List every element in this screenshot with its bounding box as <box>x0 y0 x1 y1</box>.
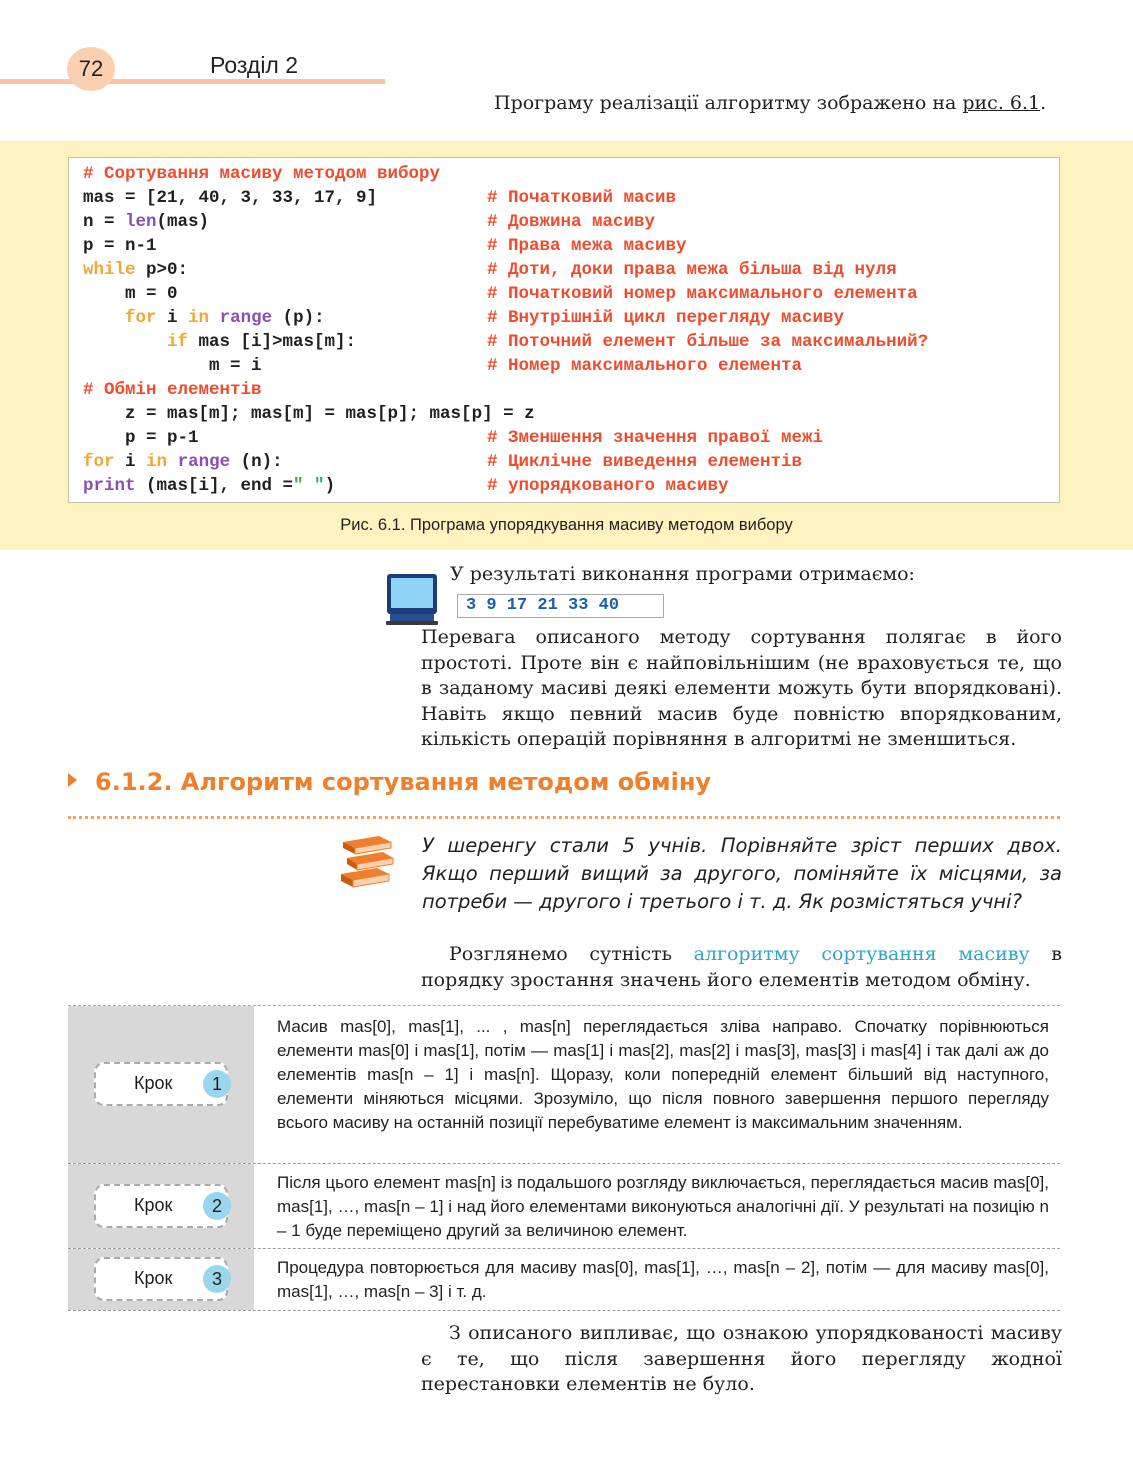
code-line: for i in range (p): <box>125 308 325 328</box>
intro-line <box>494 92 1046 114</box>
code-comment: # упорядкованого масиву <box>487 476 729 496</box>
step-row <box>68 1006 1060 1164</box>
step-number: 2 <box>203 1192 231 1220</box>
code-comment: # Початковий номер максимального елемента <box>487 284 918 304</box>
step-row <box>68 1249 1060 1311</box>
result-title: У результаті виконання програми отримаємо: <box>450 563 915 585</box>
code-line: z = mas[m]; mas[m] = mas[p]; mas[p] = z <box>83 404 535 424</box>
code-line: m = 0 <box>83 284 178 304</box>
paragraph-intro-before: Розглянемо сутність <box>449 943 694 965</box>
code-line: for i in range (n): <box>83 452 283 472</box>
glossary-term-link[interactable]: алгоритму сортування масиву <box>693 943 1030 965</box>
dotted-divider <box>68 816 1060 819</box>
step-label: Крок <box>134 1195 173 1215</box>
code-line: p = p-1 <box>83 428 199 448</box>
steps-table <box>68 1005 1060 1311</box>
step-text: Масив mas[0], mas[1], ... , mas[n] переглядається зліва направо. Спочатку порівнюються елементи mas[0] і mas[1], потім — mas[1] і mas[2], mas[2] і mas[3], mas[3] і mas[4] і так далі аж до елементів mas[n – 1] і mas[n]. Щоразу, коли попередній елемент більший від наступного, елементи міняються місцями. Зрозуміло, що після повного завершення першого перегляду всього масиву на останній позиції перебуватиме елемент із максимальним значенням. <box>277 1017 1049 1132</box>
code-comment: # Внутрішній цикл перегляду масиву <box>487 308 845 328</box>
paragraph-conclusion: З описаного випливає, що ознакою упорядкованості масиву є те, що після завершення його перегляду жодної перестановки елементів не було. <box>421 1322 1062 1395</box>
arrow-right-icon <box>68 773 77 787</box>
code-line: print (mas[i], end =" ") <box>83 476 336 496</box>
step-row <box>68 1164 1060 1249</box>
code-line: n = len(mas) <box>83 212 210 232</box>
code-line: if mas [i]>mas[m]: <box>167 332 357 352</box>
code-comment: # Номер максимального елемента <box>487 356 803 376</box>
step-text: Після цього елемент mas[n] із подальшого розгляду виключається, переглядається масив mas[0], mas[1], …, mas[n – 1] і над його елементами виконуються аналогічні дії. У результаті на позицію n – 1 буде переміщено другий за величиною елемент. <box>277 1173 1049 1240</box>
code-comment: # Права межа масиву <box>487 236 687 256</box>
code-line: mas = [21, 40, 3, 33, 17, 9] <box>83 188 378 208</box>
step-text: Процедура повторюється для масиву mas[0], mas[1], …, mas[n – 2], потім — для масиву mas[0], mas[1], …, mas[n – 3] і т. д. <box>277 1258 1049 1301</box>
code-line: p = n-1 <box>83 236 157 256</box>
code-line: while p>0: <box>83 260 189 280</box>
section-heading <box>68 768 711 796</box>
step-label: Крок <box>134 1073 173 1093</box>
code-comment: # Доти, доки права межа більша від нуля <box>487 260 897 280</box>
page-number: 72 <box>67 47 115 91</box>
step-number: 1 <box>203 1070 231 1098</box>
step-pill <box>94 1257 228 1301</box>
figure-reference-link[interactable]: рис. 6.1 <box>962 92 1041 114</box>
code-line: # Обмін елементів <box>83 380 262 400</box>
code-listing <box>68 157 1060 503</box>
books-icon <box>339 832 395 890</box>
program-output: 3 9 17 21 33 40 <box>457 594 664 618</box>
figure-caption: Рис. 6.1. Програма упорядкування масиву методом вибору <box>340 516 793 534</box>
step-pill <box>94 1062 228 1106</box>
header-rule <box>0 79 385 84</box>
code-comment: # Поточний елемент більше за максимальний? <box>487 332 929 352</box>
section-label: Розділ 2 <box>210 52 299 78</box>
code-comment: # Довжина масиву <box>487 212 656 232</box>
step-number: 3 <box>203 1265 231 1293</box>
step-label: Крок <box>134 1268 173 1288</box>
paragraph-advantage: Перевага описаного методу сортування полягає в його простоті. Проте він є найповільнішим (не враховується те, що в заданому масиві деякі елементи можуть бути впорядковані). Навіть якщо певний масив буде повністю впорядкованим, кількість операцій порівняння в алгоритмі не зменшиться. <box>421 626 1062 750</box>
paragraph-intro-exchange <box>421 942 1062 993</box>
section-heading-text: 6.1.2. Алгоритм сортування методом обміну <box>95 768 712 796</box>
code-comment: # Циклічне виведення елементів <box>487 452 803 472</box>
paragraph-intro-after: в порядку зростання значень його елементів методом обміну. <box>421 943 1062 991</box>
question-text: У шеренгу стали 5 учнів. Порівняйте зріст перших двох. Якщо перший вищий за другого, поміняйте їх місцями, за потреби — другого і третього і т. д. Як розмістяться учні? <box>422 834 1062 913</box>
monitor-icon <box>386 572 438 628</box>
code-comment: # Початковий масив <box>487 188 677 208</box>
code-comment: # Зменшення значення правої межі <box>487 428 824 448</box>
code-line: # Сортування масиву методом вибору <box>83 164 441 184</box>
step-pill <box>94 1184 228 1228</box>
intro-text: Програму реалізації алгоритму зображено на <box>494 92 963 114</box>
code-line: m = i <box>83 356 262 376</box>
intro-end: . <box>1040 92 1047 114</box>
